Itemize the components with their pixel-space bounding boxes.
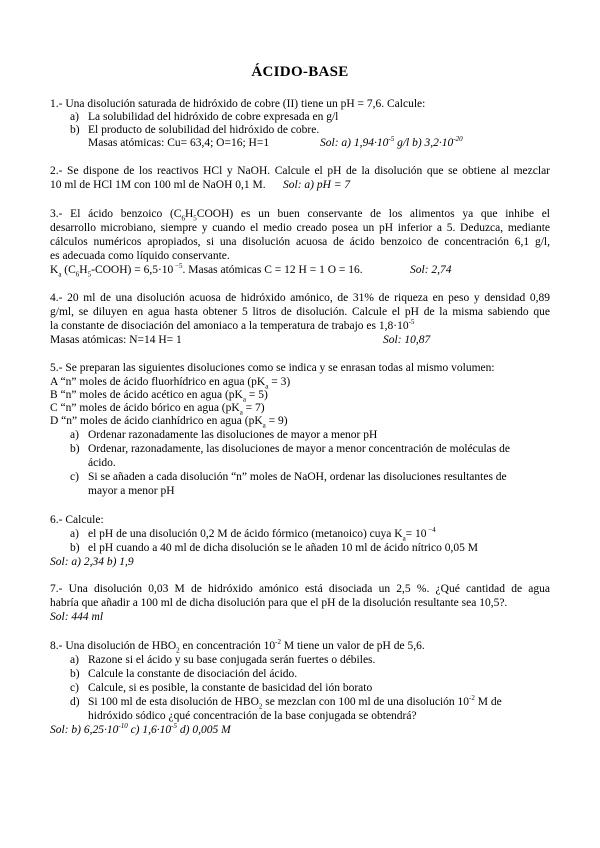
sol-text: Sol: a) 1,94·10 <box>320 137 389 149</box>
t: Si se añaden a cada disolución “n” moles de NaOH, ordenar las disoluciones resultantes de <box>88 471 507 483</box>
problem-5-b <box>70 443 550 456</box>
problem-4-line-1: 4.- 20 ml de una disolución acuosa de hidróxido amónico, de 31% de riqueza en peso y densidad 0,89 <box>50 292 550 304</box>
problem-3-constants <box>50 264 550 277</box>
problem-4-line-2: g/ml, se diluyen en agua hasta obtener 5 litros de disolución. Calcule el pH de la misma sabiendo que <box>50 306 550 318</box>
sub: a <box>262 421 266 430</box>
problem-5-C <box>50 402 550 415</box>
problem-6-stem: 6.- Calcule: <box>50 514 104 526</box>
sup: -10 <box>118 722 128 731</box>
problem-2-line-2-text: 10 ml de HCl 1M con 100 ml de NaOH 0,1 M. <box>50 179 266 191</box>
problem-8-d-cont: hidróxido sódico ¿qué concentración de la base conjugada se obtendrá? <box>88 710 417 722</box>
problem-3-line-2: desarrollo microbiano, siempre y cuando el medio creado posea un pH inferior a 5. Deduzca, mediante <box>50 222 550 234</box>
t: = 5) <box>245 389 268 401</box>
t: K <box>50 264 59 276</box>
t: el pH de una disolución 0,2 M de ácido fórmico (metanoico) cuya K <box>88 528 403 540</box>
problem-5-D <box>50 415 550 428</box>
t: Sol: b) 6,25·10 <box>50 724 119 736</box>
label-b: b) <box>70 443 80 455</box>
t: 8.- Una disolución de HBO <box>50 640 177 652</box>
t: C “n” moles de ácido bórico en agua (pK <box>50 402 240 414</box>
problem-1-a-text: La solubilidad del hidróxido de cobre expresada en g/l <box>88 111 339 123</box>
t: = 7) <box>242 402 265 414</box>
page-title: ÁCIDO-BASE <box>251 64 349 80</box>
t: Razone si el ácido y su base conjugada serán fuertes o débiles. <box>88 654 376 666</box>
problem-8-b <box>70 668 550 681</box>
t: Calcule, si es posible, la constante de basicidad del ión borato <box>88 682 373 694</box>
problem-6-solution: Sol: a) 2,34 b) 1,9 <box>50 556 134 568</box>
sub: 6 <box>75 270 80 279</box>
problem-2-line-1: 2.- Se dispone de los reactivos HCl y NaOH. Calcule el pH de la disolución que se obtiene al mezclar <box>50 165 550 177</box>
label-a: a) <box>70 654 79 666</box>
sub: a <box>239 408 243 417</box>
problem-1-masas <box>88 137 550 150</box>
problem-1-masas-text: Masas atómicas: Cu= 63,4; O=16; H=1 <box>88 137 270 149</box>
t: COOH) es un buen conservante de los alimentos ya que inhibe el <box>196 208 550 220</box>
t: d) 0,005 M <box>176 724 231 736</box>
label-c: c) <box>70 682 79 694</box>
problem-5-stem: 5.- Se preparan las siguientes disoluciones como se indica y se enrasan todas al mismo volumen: <box>50 362 495 374</box>
t: -COOH) = 6,5·10 <box>91 264 174 276</box>
problem-4-line-3 <box>50 320 550 333</box>
sub: 5 <box>193 214 197 223</box>
sup: −5 <box>173 262 183 271</box>
label-d: d) <box>70 696 80 708</box>
t: la constante de disociación del amoniaco a la temperatura de trabajo es 1,8·10 <box>50 320 409 332</box>
t: c) 1,6·10 <box>127 724 172 736</box>
t: Calcule la constante de disociación del ácido. <box>88 668 298 680</box>
problem-1-a <box>70 111 550 124</box>
t: . Masas atómicas C = 12 H = 1 O = 16. <box>182 264 363 276</box>
problem-1-b-text: El producto de solubilidad del hidróxido de cobre. <box>88 124 320 136</box>
t: = 3) <box>268 376 291 388</box>
problem-4-solution: Sol: 10,87 <box>383 334 431 346</box>
sup: -5 <box>408 318 415 327</box>
problem-8-c <box>70 682 550 695</box>
t: M tiene un valor de pH de 5,6. <box>281 640 425 652</box>
sub: 6 <box>181 214 185 223</box>
problem-2-line-2 <box>50 179 550 192</box>
problem-1-b <box>70 124 550 137</box>
problem-5-B <box>50 389 550 402</box>
problem-2-solution: Sol: a) pH = 7 <box>283 179 351 191</box>
t: (C <box>61 264 76 276</box>
problem-8-stem <box>50 640 550 653</box>
t: Ordenar razonadamente las disoluciones de mayor a menor pH <box>88 429 378 441</box>
problem-6-a <box>70 528 550 541</box>
problem-8-solution <box>50 724 550 737</box>
sup: −4 <box>426 526 436 535</box>
problem-7-solution: Sol: 444 ml <box>50 611 104 623</box>
sub: 2 <box>258 702 263 711</box>
sub: a <box>402 534 406 543</box>
sup: -5 <box>171 722 177 731</box>
sup: -2 <box>469 694 475 703</box>
t: M de <box>474 696 502 708</box>
problem-1-solution <box>320 137 463 150</box>
sub: a <box>265 382 269 391</box>
label-a: a) <box>70 528 79 540</box>
problem-5-a <box>70 429 550 442</box>
sup: -2 <box>275 638 281 647</box>
problem-3-line-1 <box>50 208 550 221</box>
problem-3-line-3: cálculos numéricos apropiados, si una disolución acuosa de ácido benzoico de concentración 6,1 g/l, <box>50 236 550 248</box>
problem-3-line-4: es adecuada como líquido conservante. <box>50 250 230 262</box>
t: Si 100 ml de esta disolución de HBO <box>88 696 259 708</box>
t: el pH cuando a 40 ml de dicha disolución se le añaden 10 ml de ácido nítrico 0,05 M <box>88 542 478 554</box>
t: = 10 <box>405 528 427 540</box>
t: A “n” moles de ácido fluorhídrico en agua (pK <box>50 376 266 388</box>
label-a: a) <box>70 429 79 441</box>
t: H <box>184 208 194 220</box>
problem-1-stem: 1.- Una disolución saturada de hidróxido de cobre (II) tiene un pH = 7,6. Calcule: <box>50 98 426 110</box>
label-c: c) <box>70 471 79 483</box>
t: Ordenar, razonadamente, las disoluciones de mayor a menor concentración de moléculas de <box>88 443 510 455</box>
problem-8-a <box>70 654 550 667</box>
problem-7-line-1: 7.- Una disolución 0,03 M de hidróxido amónico está disociada un 2,5 %. ¿Qué cantidad de agua <box>50 583 550 595</box>
problem-5-A <box>50 376 550 389</box>
problem-8-d <box>70 696 550 709</box>
sol-exp: -20 <box>453 135 463 144</box>
label-b: b) <box>70 542 80 554</box>
problem-6-b <box>70 542 550 555</box>
sub: 2 <box>176 646 180 655</box>
t: D “n” moles de ácido cianhídrico en agua (pK <box>50 415 263 427</box>
t: = 9) <box>265 415 288 427</box>
problem-4-masas <box>50 334 550 347</box>
t: Masas atómicas: N=14 H= 1 <box>50 334 182 346</box>
problem-5-c <box>70 471 550 484</box>
problem-5-b-cont: ácido. <box>88 457 116 469</box>
label-b: b) <box>70 124 80 136</box>
sol-text: g/l b) 3,2·10 <box>394 137 454 149</box>
problem-3-solution: Sol: 2,74 <box>410 264 452 276</box>
label-a: a) <box>70 111 79 123</box>
sub: 5 <box>87 270 92 279</box>
problem-7-line-2: habría que añadir a 100 ml de dicha disolución para que el pH de la disolución resultante sea 10,5?. <box>50 597 508 609</box>
t: se mezclan con 100 ml de una disolución 10 <box>262 696 470 708</box>
label-b: b) <box>70 668 80 680</box>
sub: a <box>58 270 62 279</box>
sol-exp: -5 <box>388 135 395 144</box>
t: en concentración 10 <box>179 640 276 652</box>
t: B “n” moles de ácido acético en agua (pK <box>50 389 243 401</box>
sub: a <box>242 395 246 404</box>
t: 3.- El ácido benzoico (C <box>50 208 182 220</box>
t: H <box>79 264 88 276</box>
problem-5-c-cont: mayor a menor pH <box>88 485 175 497</box>
